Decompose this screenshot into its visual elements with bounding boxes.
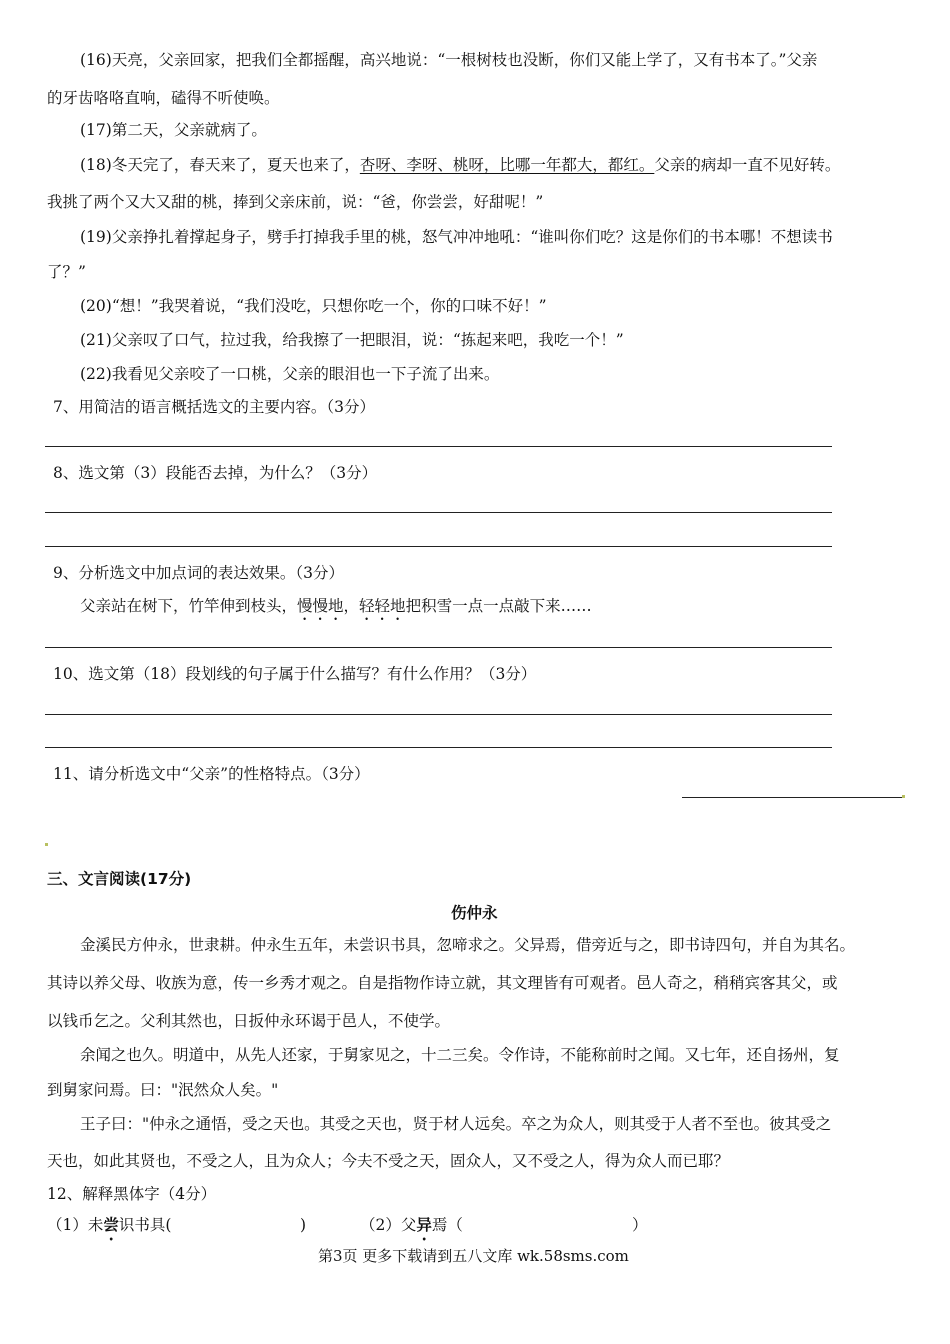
classical-para-1-line-2: 其诗以养父母、收族为意，传一乡秀才观之。自是指物作诗立就，其文理皆有可观者。邑人奇之，稍稍宾客其父，或 [47,974,838,992]
classical-para-3-line-2: 天也，如此其贤也，不受之人，且为众人；今夫不受之天，固众人，又不受之人，得为众人而已耶？ [47,1152,730,1170]
bold-char-chang: 尝 [103,1215,119,1234]
para-19-line-1: (19)父亲挣扎着撑起身子，劈手打掉我手里的桃，怒气冲冲地吼：“谁叫你们吃？这是你们的书本哪！不想读书 [80,228,833,246]
para-16-line-1: (16)天亮，父亲回家，把我们全都摇醒，高兴地说：“一根树枝也没断，你们又能上学了，又有书本了。”父亲 [80,51,818,69]
para-18-post: 父亲的病却一直不见好转。 [654,156,841,174]
item-1-post: 识书具( [118,1216,172,1234]
item-2-post: 焉（ [431,1216,463,1234]
classical-text-title: 伤仲永 [451,904,498,922]
item-1-pre: （1）未 [47,1216,104,1234]
scan-speck [45,843,48,846]
quote-comma: ， [343,597,360,615]
dotted-word-slowly: 慢慢地 [297,597,344,615]
answer-blank-12-1-close[interactable]: ) [300,1216,307,1234]
classical-para-2-line-2: 到舅家问焉。曰："泯然众人矣。" [47,1081,279,1099]
page-footer: 第3页 更多下载请到五八文库 wk.58sms.com [318,1247,629,1265]
answer-line-q8-2[interactable] [45,546,832,547]
para-18-pre: (18)冬天完了，春天来了，夏天也来了， [80,156,360,174]
question-12-item-1 [47,1215,171,1244]
answer-line-q9[interactable] [45,647,832,648]
answer-line-q7[interactable] [45,446,832,447]
answer-line-q10-1[interactable] [45,714,832,715]
question-9: 9、分析选文中加点词的表达效果。（3分） [53,564,344,582]
answer-line-q8-1[interactable] [45,512,832,513]
para-16-line-2: 的牙齿咯咯直响，磕得不听使唤。 [47,89,280,107]
answer-line-q11[interactable] [682,797,902,798]
para-18-underlined-sentence: 杏呀、李呀、桃呀，比哪一年都大，都红。 [359,156,655,174]
scan-speck [902,795,905,798]
item-2-pre: （2）父 [360,1216,417,1234]
dotted-word-gently: 轻轻地 [359,597,406,615]
question-12-item-2 [360,1215,463,1244]
quote-pre: 父亲站在树下，竹竿伸到枝头， [80,597,298,615]
classical-para-2-line-1: 余闻之也久。明道中，从先人还家，于舅家见之，十二三矣。令作诗，不能称前时之闻。又七年，还自扬州，复 [80,1046,840,1064]
classical-para-1-line-3: 以钱币乞之。父利其然也，日扳仲永环谒于邑人，不使学。 [47,1012,451,1030]
question-9-quote [80,596,592,624]
para-17: (17)第二天，父亲就病了。 [80,121,267,139]
para-20: (20)“想！”我哭着说，“我们没吃，只想你吃一个，你的口味不好！” [80,297,547,315]
classical-para-1-line-1: 金溪民方仲永，世隶耕。仲永生五年，未尝识书具，忽啼求之。父异焉，借旁近与之，即书诗四句，并自为其名。 [80,936,856,954]
bold-char-yi: 异 [416,1215,432,1234]
para-18-line-2: 我挑了两个又大又甜的桃，捧到父亲床前，说：“爸，你尝尝，好甜呢！” [47,193,544,211]
para-22: (22)我看见父亲咬了一口桃，父亲的眼泪也一下子流了出来。 [80,365,500,383]
question-10: 10、选文第（18）段划线的句子属于什么描写？有什么作用？（3分） [53,665,537,683]
question-8: 8、选文第（3）段能否去掉，为什么？（3分） [53,464,378,482]
para-18-line-1 [80,155,840,175]
question-7: 7、用简洁的语言概括选文的主要内容。（3分） [53,398,375,416]
question-12: 12、解释黑体字（4分） [47,1185,217,1203]
para-21: (21)父亲叹了口气，拉过我，给我擦了一把眼泪，说：“拣起来吧，我吃一个！” [80,331,624,349]
classical-para-3-line-1: 王子曰："仲永之通悟，受之天也。其受之天也，贤于材人远矣。卒之为众人，则其受于人者不至也。彼其受之 [80,1115,832,1133]
section-3-heading: 三、文言阅读(17分) [47,870,192,888]
question-11: 11、请分析选文中“父亲”的性格特点。（3分） [53,765,370,783]
answer-blank-12-2-close[interactable]: ） [632,1216,648,1234]
answer-line-q10-2[interactable] [45,747,832,748]
quote-post: 把积雪一点一点敲下来…… [405,597,592,615]
para-19-line-2: 了？” [47,263,86,281]
